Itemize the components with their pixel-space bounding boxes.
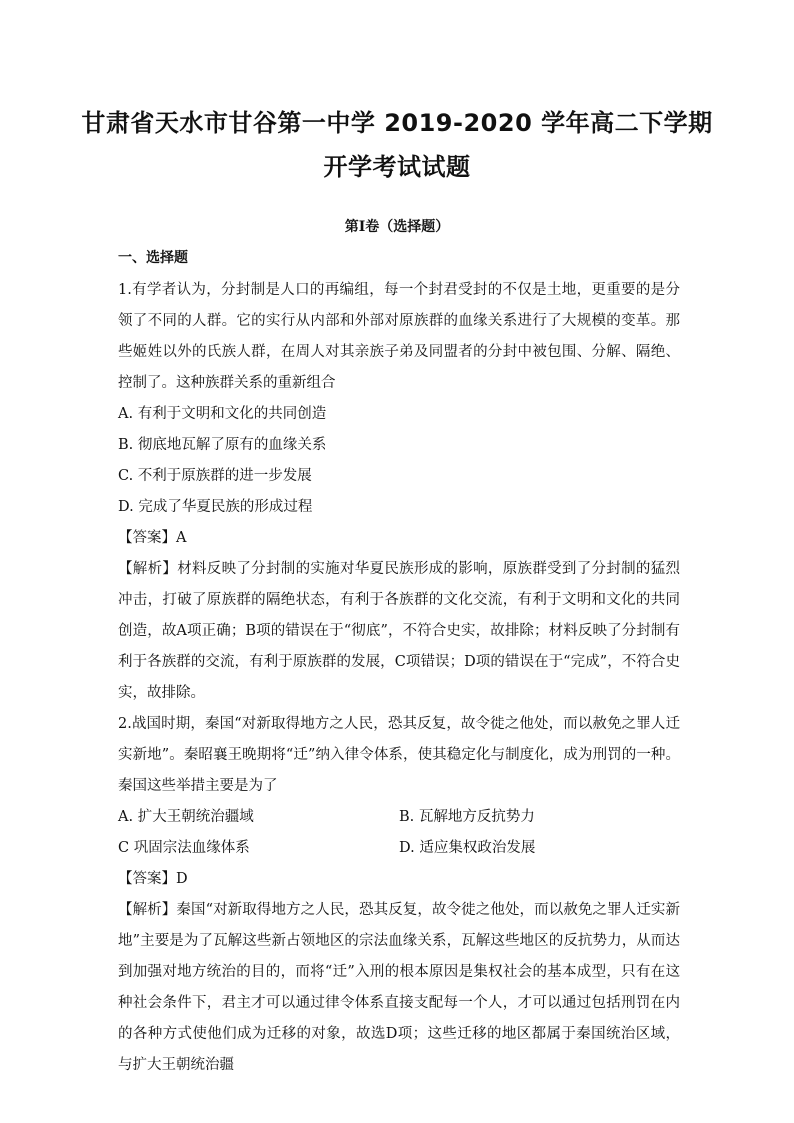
question-2-stem: 2.战国时期，秦国“对新取得地方之人民，恐其反复，故令徙之他处，而以赦免之罪人迁实新地”。秦昭襄王晚期将“迁”纳入律令体系，使其稳定化与制度化，成为刑罚的一种。秦国这些举措主要是为了: [118, 716, 680, 794]
question-1-answer: 【答案】A: [118, 530, 187, 546]
question-2-options-row-1: [118, 802, 680, 833]
question-1-option-a: A. 有利于文明和文化的共同创造: [118, 406, 327, 422]
question-2-options-row-2: [118, 833, 680, 864]
question-2-answer: 【答案】D: [118, 871, 188, 887]
question-1-option-b: B. 彻底地瓦解了原有的血缘关系: [118, 437, 327, 453]
section-title: 第Ⅰ卷（选择题）: [344, 219, 450, 235]
question-2-option-a: A. 扩大王朝统治疆域: [118, 809, 254, 825]
question-2-option-d: D. 适应集权政治发展: [399, 840, 536, 856]
question-2-option-b: B. 瓦解地方反抗势力: [399, 809, 535, 825]
question-2-analysis: 【解析】秦国“对新取得地方之人民，恐其反复，故令徙之他处，而以赦免之罪人迁实新地”主要是为了瓦解这些新占领地区的宗法血缘关系，瓦解这些地区的反抗势力，从而达到加强对地方统治的目的，而将“迁”入刑的根本原因是集权社会的基本成型，只有在这种社会条件下，君主才可以通过律令体系直接支配每一个人，才可以通过包括刑罚在内的各种方式使他们成为迁移的对象，故选D项；这些迁移的地区都属于秦国统治区域，与扩大王朝统治疆: [118, 902, 680, 1073]
document-title-line1: 甘肃省天水市甘谷第一中学 2019-2020 学年高二下学期: [81, 109, 713, 137]
question-1-stem: 1.有学者认为，分封制是人口的再编组，每一个封君受封的不仅是土地，更重要的是分领了不同的人群。它的实行从内部和外部对原族群的血缘关系进行了大规模的变革。那些姬姓以外的氏族人群，在周人对其亲族子弟及同盟者的分封中被包围、分解、隔绝、控制了。这种族群关系的重新组合: [118, 282, 680, 391]
question-1-option-d: D. 完成了华夏民族的形成过程: [118, 499, 313, 515]
question-type-heading: 一、选择题: [118, 250, 188, 266]
question-2-option-c: C 巩固宗法血缘体系: [118, 840, 250, 856]
question-1-analysis: 【解析】材料反映了分封制的实施对华夏民族形成的影响，原族群受到了分封制的猛烈冲击，打破了原族群的隔绝状态，有利于各族群的文化交流，有利于文明和文化的共同创造，故A项正确；B项的错误在于“彻底”，不符合史实，故排除；材料反映了分封制有利于各族群的交流，有利于原族群的发展，C项错误；D项的错误在于“完成”，不符合史实，故排除。: [118, 561, 680, 701]
question-1-option-c: C. 不利于原族群的进一步发展: [118, 468, 312, 484]
document-title-line2: 开学考试试题: [323, 153, 471, 181]
document-body: [118, 275, 680, 1081]
